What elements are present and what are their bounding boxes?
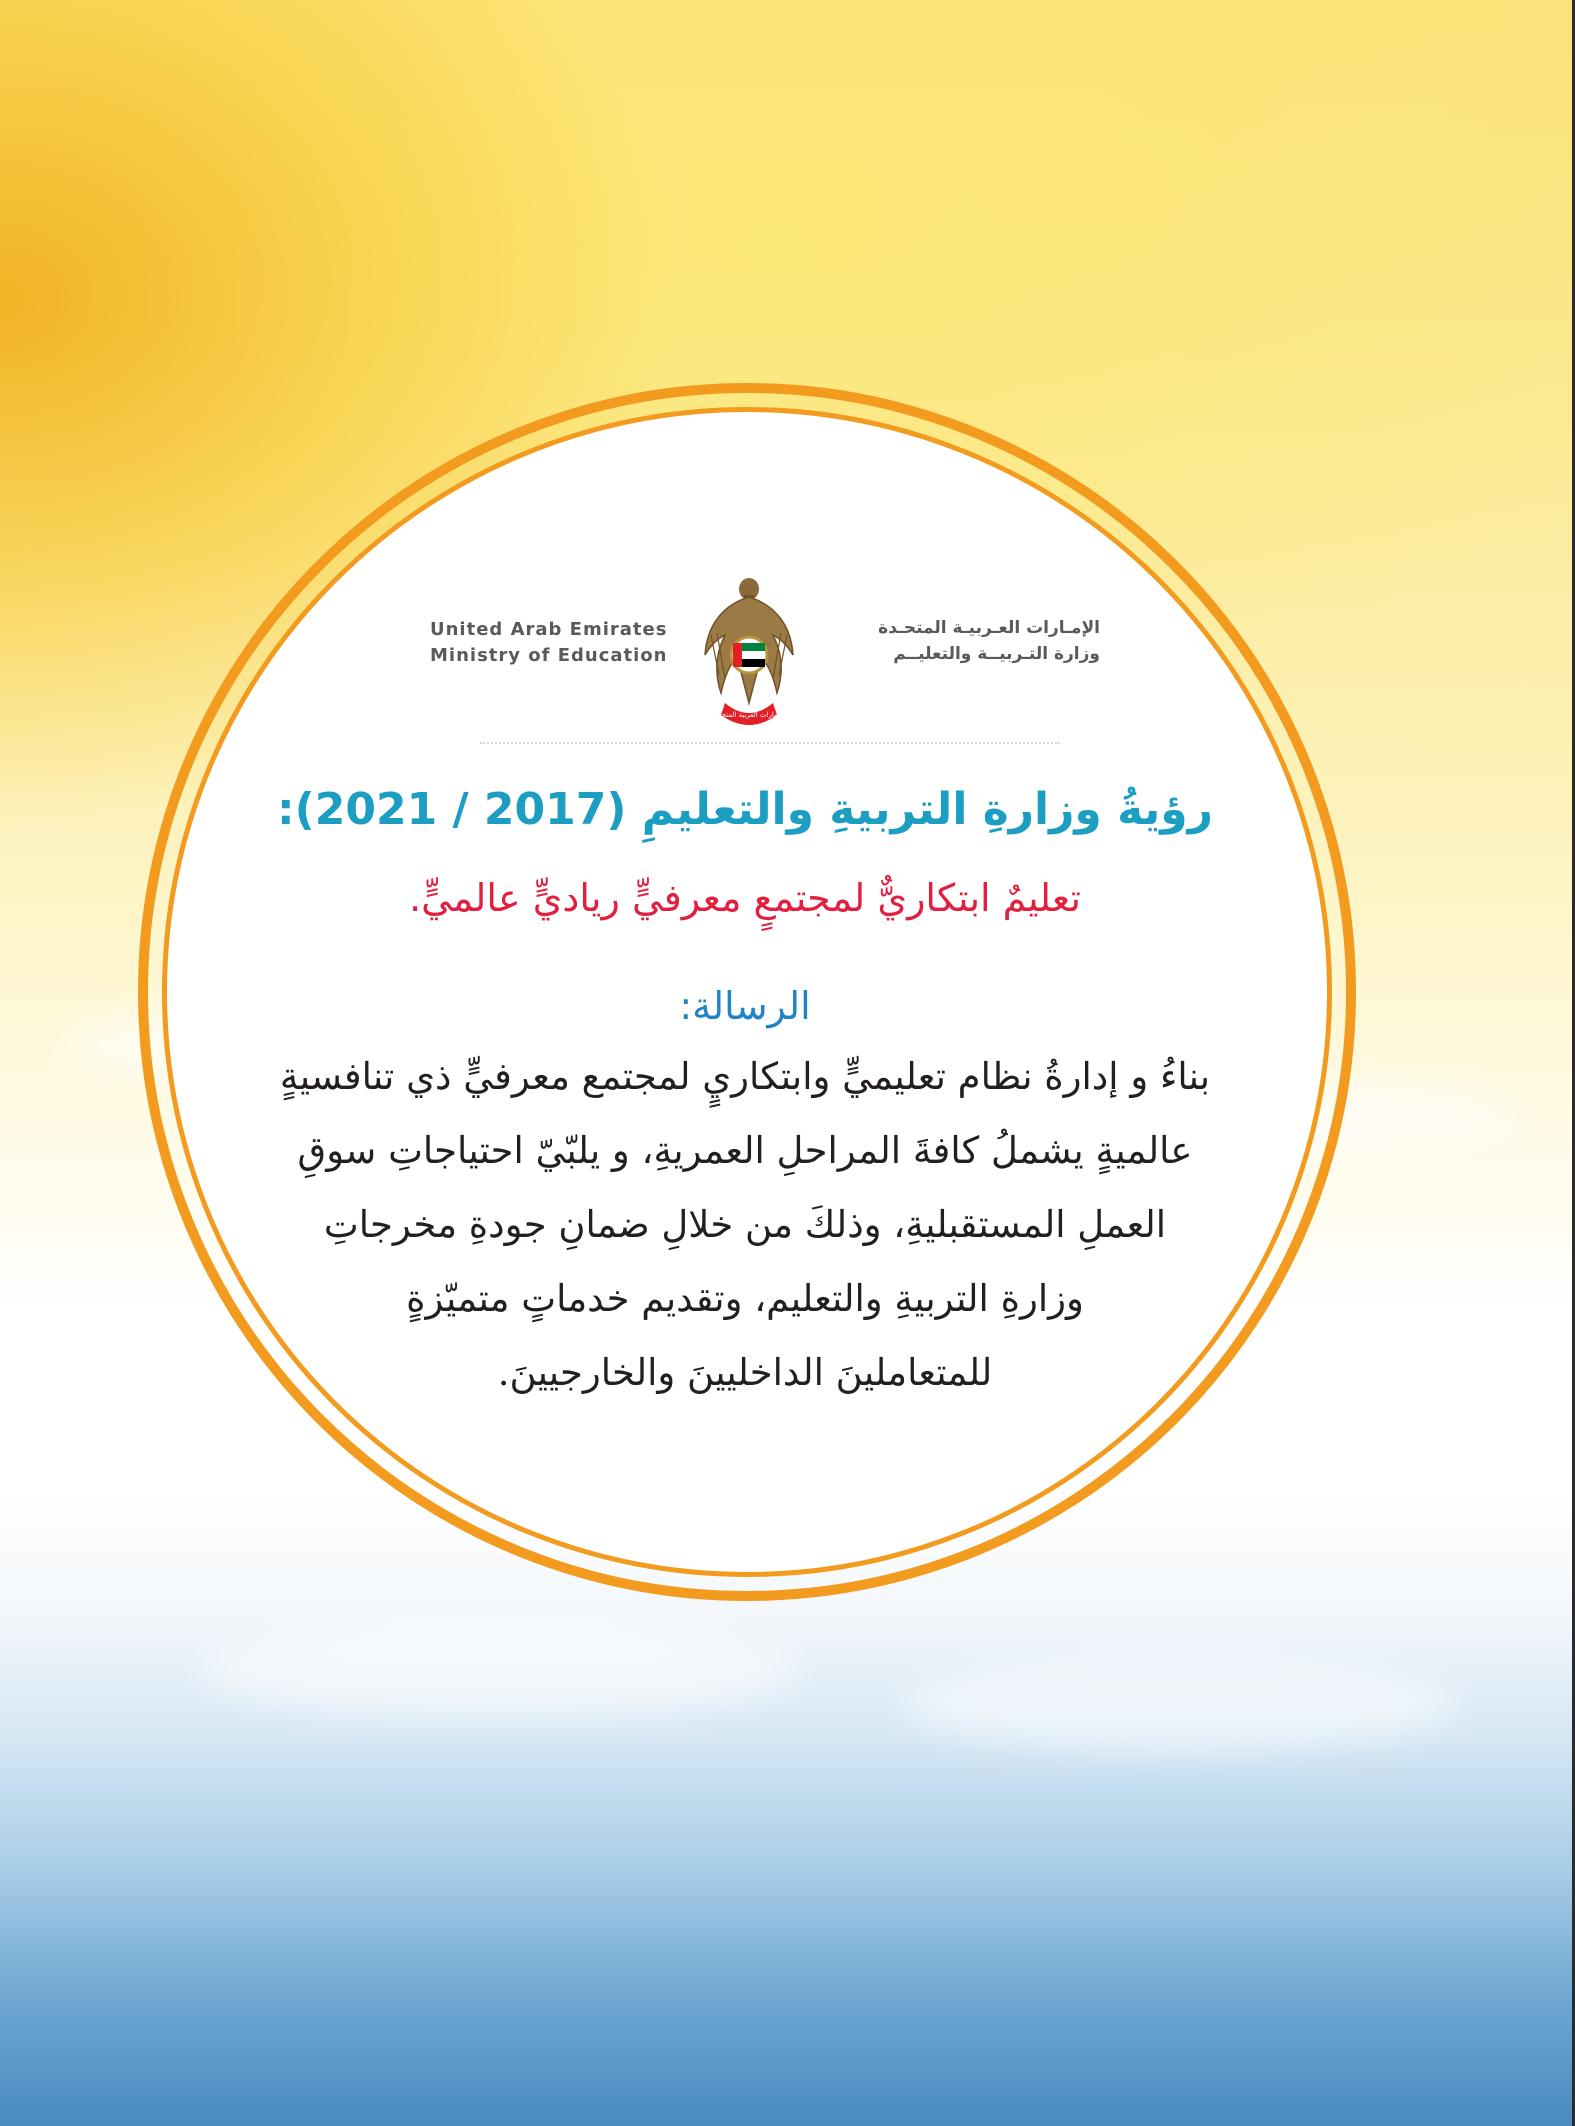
ministry-logo [400, 575, 1100, 735]
emblem-ribbon-text: الإمارات العربية المتحدة [714, 711, 784, 719]
logo-arabic-line1: الإمـارات العـربيـة المتحـدة [878, 618, 1100, 638]
mission-line: بناءُ و إدارةُ نظام تعليميٍّ وابتكاريٍ لمجتمع معرفيٍّ ذي تنافسيةٍ [279, 1055, 1211, 1098]
mission-title: الرسالة: [679, 984, 811, 1028]
mission-line: للمتعاملينَ الداخليينَ والخارجيينَ. [497, 1351, 993, 1394]
mission-line: عالميةٍ يشملُ كافةَ المراحلِ العمريةِ، و يلبّيّ احتياجاتِ سوقِ [297, 1129, 1193, 1172]
logo-english-line2: Ministry of Education [430, 645, 668, 666]
vision-text: تعليمٌ ابتكاريٌّ لمجتمعٍ معرفيٍّ رياديٍّ عالميٍّ. [409, 876, 1081, 920]
background-cloud [200, 1620, 800, 1720]
mission-line: العملِ المستقبليةِ، وذلكَ من خلالِ ضمانِ جودةِ مخرجاتِ [323, 1203, 1167, 1246]
logo-arabic-text [878, 615, 1100, 667]
mission-line: وزارةِ التربيةِ والتعليم، وتقديم خدماتٍ متميّزةٍ [406, 1277, 1084, 1320]
logo-divider [480, 742, 1060, 744]
uae-emblem-icon [703, 575, 795, 730]
background-cloud [900, 1660, 1460, 1750]
logo-arabic-line2: وزارة التـربيــة والتعليــم [893, 644, 1100, 664]
vision-title: رؤيةُ وزارةِ التربيةِ والتعليمِ (2017 / 2021): [277, 784, 1213, 835]
logo-english-text [430, 617, 668, 669]
logo-english-line1: United Arab Emirates [430, 619, 668, 640]
mission-text [240, 1040, 1250, 1410]
